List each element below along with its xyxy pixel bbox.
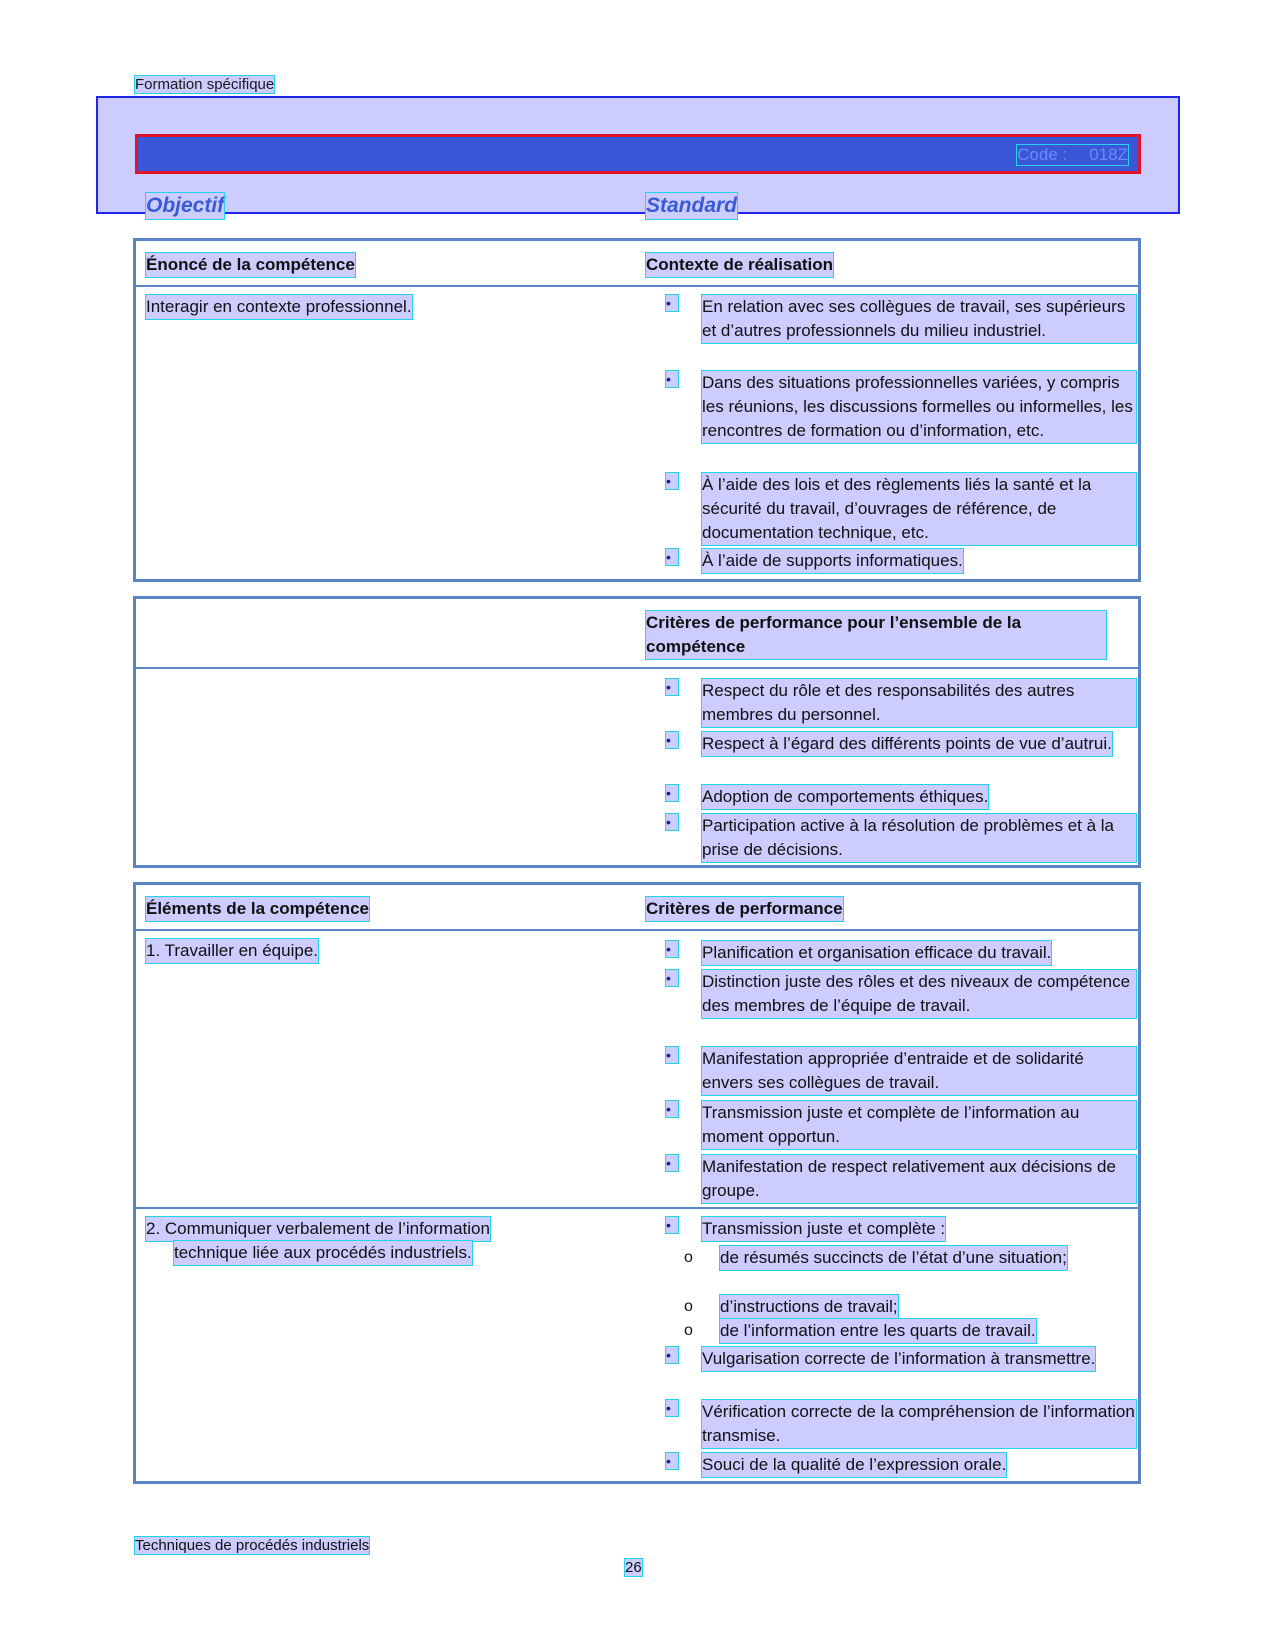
standard-heading: Standard bbox=[646, 194, 738, 217]
context-item-text: À l’aide des lois et des règlements liés la santé et la sécurité du travail, d’ouvrages de référence, de documentation technique, etc. bbox=[702, 473, 1136, 545]
criterion-item bbox=[666, 941, 1136, 965]
sub-bullet-icon: o bbox=[684, 1249, 693, 1266]
global-criterion bbox=[666, 814, 1136, 862]
context-item bbox=[666, 371, 1136, 443]
sub-bullet-icon: o bbox=[684, 1298, 693, 1315]
criterion-text: Vérification correcte de la compréhension de l’information transmise. bbox=[702, 1400, 1136, 1448]
global-criteria-heading: Critères de performance pour l’ensemble de la compétence bbox=[646, 611, 1106, 659]
bullet-icon: • bbox=[666, 1101, 678, 1117]
sub-item-text: de l’information entre les quarts de travail. bbox=[720, 1319, 1036, 1343]
global-criterion-text: Adoption de comportements éthiques. bbox=[702, 785, 988, 809]
bullet-icon: • bbox=[666, 1217, 678, 1233]
criterion-text: Vulgarisation correcte de l’information à transmettre. bbox=[702, 1347, 1095, 1371]
global-criterion bbox=[666, 732, 1136, 756]
criterion-item bbox=[666, 1400, 1136, 1448]
enonce-text: Interagir en contexte professionnel. bbox=[146, 295, 412, 319]
sub-item bbox=[684, 1319, 1134, 1343]
criterion-text: Transmission juste et complète de l’information au moment opportun. bbox=[702, 1101, 1136, 1149]
bullet-icon: • bbox=[666, 970, 678, 986]
bullet-icon: • bbox=[666, 941, 678, 957]
criterion-item bbox=[666, 1155, 1136, 1203]
program-name: Techniques de procédés industriels bbox=[135, 1537, 370, 1554]
code-value: 018Z bbox=[1089, 145, 1128, 164]
bullet-icon: • bbox=[666, 1400, 678, 1416]
sub-bullet-icon: o bbox=[684, 1322, 693, 1339]
criterion-text: Transmission juste et complète : bbox=[702, 1217, 945, 1241]
row-separator bbox=[136, 1207, 1138, 1209]
criterion-text: Manifestation appropriée d’entraide et de solidarité envers ses collègues de travail. bbox=[702, 1047, 1136, 1095]
bullet-icon: • bbox=[666, 473, 678, 489]
context-item-text: À l’aide de supports informatiques. bbox=[702, 549, 963, 573]
context-item-text: Dans des situations professionnelles variées, y compris les réunions, les discussions formelles ou informelles, les rencontres de formation ou d’information, etc. bbox=[702, 371, 1136, 443]
bullet-icon: • bbox=[666, 1347, 678, 1363]
running-title: Formation spécifique bbox=[135, 76, 275, 93]
elements-header: Éléments de la compétence bbox=[146, 897, 369, 921]
global-criterion-text: Participation active à la résolution de problèmes et à la prise de décisions. bbox=[702, 814, 1136, 862]
elements-table bbox=[133, 882, 1141, 1484]
code-label-text: Code : bbox=[1017, 145, 1068, 164]
bullet-icon: • bbox=[666, 732, 678, 748]
criterion-text: Distinction juste des rôles et des niveaux de compétence des membres de l’équipe de travail. bbox=[702, 970, 1136, 1018]
bullet-icon: • bbox=[666, 1453, 678, 1469]
element-1: 1. Travailler en équipe. bbox=[146, 939, 318, 963]
global-criterion-text: Respect à l’égard des différents points de vue d’autrui. bbox=[702, 732, 1112, 756]
criterion-item bbox=[666, 1347, 1136, 1371]
sub-item-text: d’instructions de travail; bbox=[720, 1295, 898, 1319]
global-criterion bbox=[666, 785, 1136, 809]
enonce-header: Énoncé de la compétence bbox=[146, 253, 355, 277]
objectif-heading: Objectif bbox=[146, 194, 225, 217]
criterion-text: Manifestation de respect relativement aux décisions de groupe. bbox=[702, 1155, 1136, 1203]
context-item bbox=[666, 473, 1136, 545]
sub-item bbox=[684, 1295, 1134, 1319]
bullet-icon: • bbox=[666, 679, 678, 695]
criterion-item bbox=[666, 1101, 1136, 1149]
criterion-item bbox=[666, 1217, 1136, 1241]
criterion-text: Planification et organisation efficace du travail. bbox=[702, 941, 1051, 965]
element-2-line2: technique liée aux procédés industriels. bbox=[174, 1241, 472, 1265]
page-number: 26 bbox=[625, 1559, 642, 1576]
sub-item-text: de résumés succincts de l’état d’une situation; bbox=[720, 1246, 1067, 1270]
bullet-icon: • bbox=[666, 785, 678, 801]
competence-table-header bbox=[136, 241, 1138, 287]
bullet-icon: • bbox=[666, 1155, 678, 1171]
elements-table-header bbox=[136, 885, 1138, 931]
global-criterion bbox=[666, 679, 1136, 727]
contexte-header: Contexte de réalisation bbox=[646, 253, 833, 277]
competence-table bbox=[133, 238, 1141, 582]
bullet-icon: • bbox=[666, 549, 678, 565]
bullet-icon: • bbox=[666, 814, 678, 830]
bullet-icon: • bbox=[666, 371, 678, 387]
criteria-header: Critères de performance bbox=[646, 897, 843, 921]
criterion-item bbox=[666, 1047, 1136, 1095]
context-item bbox=[666, 549, 1136, 573]
context-item-text: En relation avec ses collègues de travail, ses supérieurs et d’autres professionnels du milieu industriel. bbox=[702, 295, 1136, 343]
global-criteria-table bbox=[133, 596, 1141, 868]
sub-item bbox=[684, 1246, 1134, 1270]
context-item bbox=[666, 295, 1136, 343]
code-label bbox=[1017, 145, 1128, 165]
element-2-line1: 2. Communiquer verbalement de l’information bbox=[146, 1217, 490, 1241]
criterion-text: Souci de la qualité de l’expression orale. bbox=[702, 1453, 1006, 1477]
bullet-icon: • bbox=[666, 295, 678, 311]
criterion-item bbox=[666, 970, 1136, 1018]
code-bar bbox=[135, 134, 1141, 174]
global-criteria-header bbox=[136, 599, 1138, 669]
bullet-icon: • bbox=[666, 1047, 678, 1063]
global-criterion-text: Respect du rôle et des responsabilités des autres membres du personnel. bbox=[702, 679, 1136, 727]
criterion-item bbox=[666, 1453, 1136, 1477]
